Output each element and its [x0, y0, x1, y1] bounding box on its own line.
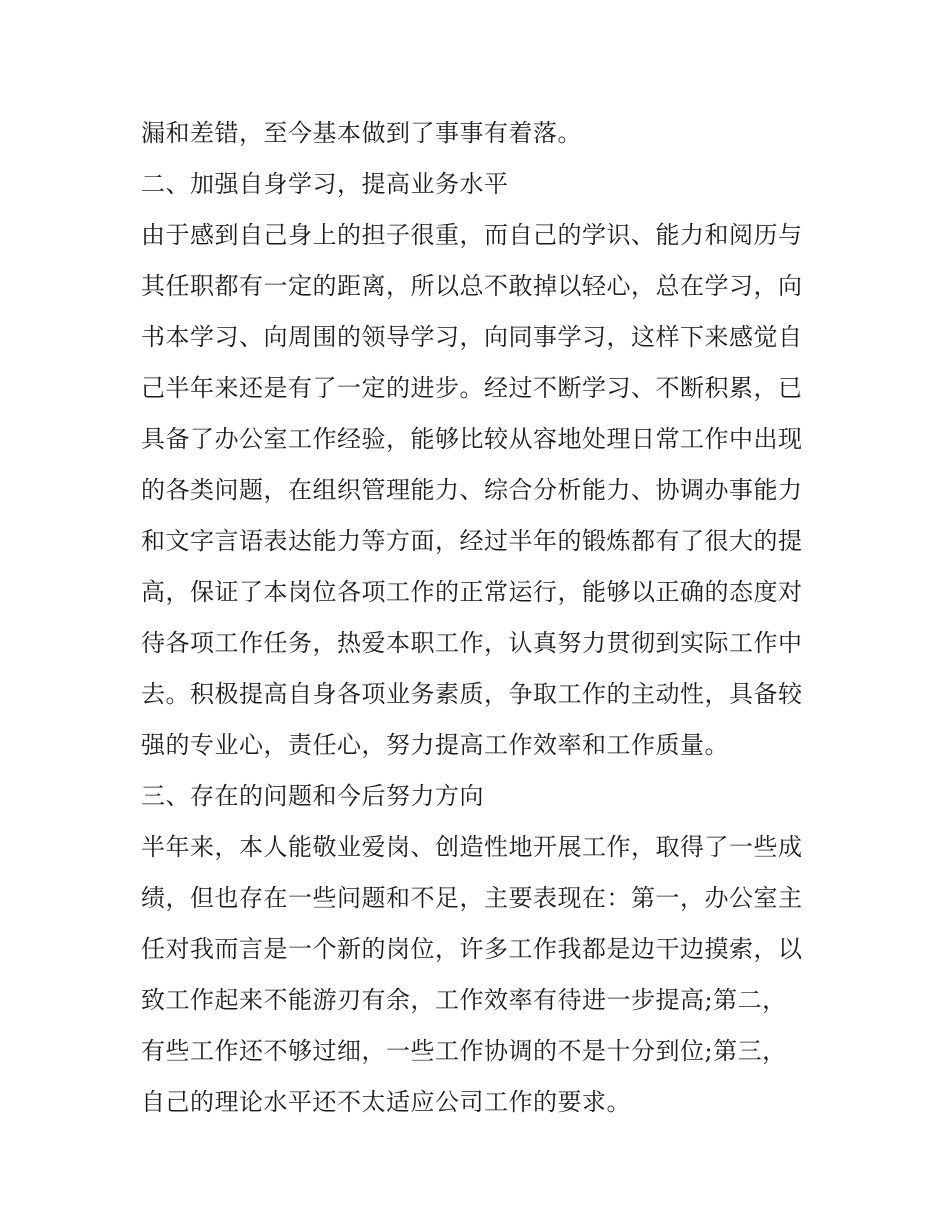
text-line: 半年来，本人能敬业爱岗、创造性地开展工作，取得了一些成 [141, 833, 803, 861]
text-line: 任对我而言是一个新的岗位，许多工作我都是边干边摸索，以 [141, 935, 803, 963]
text-line: 由于感到自己身上的担子很重，而自己的学识、能力和阅历与 [141, 221, 803, 249]
text-line: 其任职都有一定的距离，所以总不敢掉以轻心，总在学习，向 [141, 272, 803, 300]
text-line: 书本学习、向周围的领导学习，向同事学习，这样下来感觉自 [141, 323, 803, 351]
text-line: 绩，但也存在一些问题和不足，主要表现在：第一，办公室主 [141, 884, 803, 912]
text-line: 致工作起来不能游刃有余，工作效率有待进一步提高;第二， [141, 986, 787, 1014]
text-line: 己半年来还是有了一定的进步。经过不断学习、不断积累，已 [141, 374, 803, 402]
text-line: 自己的理论水平还不太适应公司工作的要求。 [141, 1088, 631, 1116]
section-heading-2: 二、加强自身学习，提高业务水平 [141, 170, 509, 198]
text-line: 的各类问题，在组织管理能力、综合分析能力、协调办事能力 [141, 476, 803, 504]
text-line: 待各项工作任务，热爱本职工作，认真努力贯彻到实际工作中 [141, 629, 803, 657]
section-heading-3: 三、存在的问题和今后努力方向 [141, 782, 484, 810]
text-line: 强的专业心，责任心，努力提高工作效率和工作质量。 [141, 731, 729, 759]
text-line: 具备了办公室工作经验，能够比较从容地处理日常工作中出现 [141, 425, 803, 453]
text-line: 和文字言语表达能力等方面，经过半年的锻炼都有了很大的提 [141, 527, 803, 555]
text-line: 去。积极提高自身各项业务素质，争取工作的主动性，具备较 [141, 680, 803, 708]
text-line: 高，保证了本岗位各项工作的正常运行，能够以正确的态度对 [141, 578, 803, 606]
text-line: 有些工作还不够过细，一些工作协调的不是十分到位;第三， [141, 1037, 787, 1065]
text-line: 漏和差错，至今基本做到了事事有着落。 [141, 119, 582, 147]
